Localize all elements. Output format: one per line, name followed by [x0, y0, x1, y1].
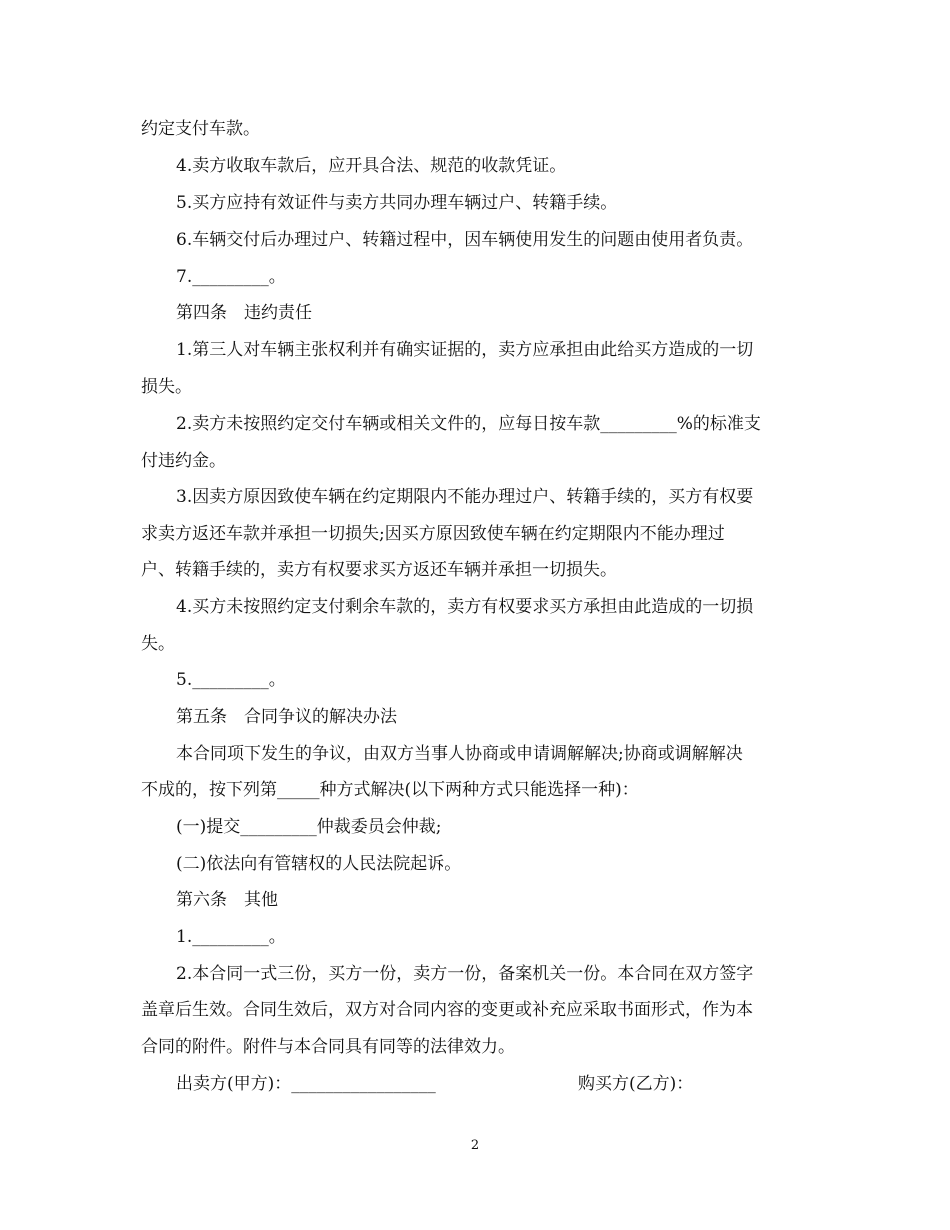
text-line: 3.因卖方原因致使车辆在约定期限内不能办理过户、转籍手续的，买方有权要 — [176, 487, 754, 507]
text-line: 合同的附件。附件与本合同具有同等的法律效力。 — [141, 1037, 515, 1057]
text-line: 6.车辆交付后办理过户、转籍过程中，因车辆使用发生的问题由使用者负责。 — [176, 230, 754, 250]
text-line: 盖章后生效。合同生效后，双方对合同内容的变更或补充应采取书面形式，作为本 — [141, 1000, 753, 1020]
text-line: 损失。 — [141, 377, 192, 397]
text-line: 付违约金。 — [141, 451, 226, 471]
text-line: 户、转籍手续的，卖方有权要求买方返还车辆并承担一切损失。 — [141, 560, 617, 580]
text-line: 求卖方返还车款并承担一切损失;因买方原因致使车辆在约定期限内不能办理过 — [141, 524, 725, 544]
text-line: 4.买方未按照约定支付剩余车款的，卖方有权要求买方承担由此造成的一切损 — [176, 597, 754, 617]
text-line: 不成的，按下列第_____种方式解决(以下两种方式只能选择一种)： — [141, 780, 639, 800]
text-line: 约定支付车款。 — [141, 119, 260, 139]
section-heading: 第四条 违约责任 — [176, 303, 312, 323]
text-line: 2.卖方未按照约定交付车辆或相关文件的，应每日按车款_________%的标准支 — [176, 414, 761, 434]
signature-buyer: 购买方(乙方)： — [578, 1074, 694, 1094]
section-heading: 第六条 其他 — [176, 890, 278, 910]
text-line: (一)提交_________仲裁委员会仲裁; — [176, 817, 442, 837]
text-line: 1.第三人对车辆主张权利并有确实证据的，卖方应承担由此给买方造成的一切 — [176, 340, 754, 360]
text-line: 5._________。 — [176, 670, 286, 690]
signature-seller: 出卖方(甲方)：_________________ — [176, 1074, 436, 1094]
text-line: 失。 — [141, 634, 175, 654]
text-line: 1._________。 — [176, 927, 286, 947]
text-line: 7._________。 — [176, 267, 286, 287]
text-line: 5.买方应持有效证件与卖方共同办理车辆过户、转籍手续。 — [176, 193, 618, 213]
text-line: 4.卖方收取车款后，应开具合法、规范的收款凭证。 — [176, 156, 567, 176]
page-number: 2 — [470, 1138, 480, 1153]
text-line: 2.本合同一式三份，买方一份，卖方一份，备案机关一份。本合同在双方签字 — [176, 964, 754, 984]
text-line: 本合同项下发生的争议，由双方当事人协商或申请调解解决;协商或调解解决 — [176, 744, 743, 764]
section-heading: 第五条 合同争议的解决办法 — [176, 707, 397, 727]
text-line: (二)依法向有管辖权的人民法院起诉。 — [176, 854, 462, 874]
